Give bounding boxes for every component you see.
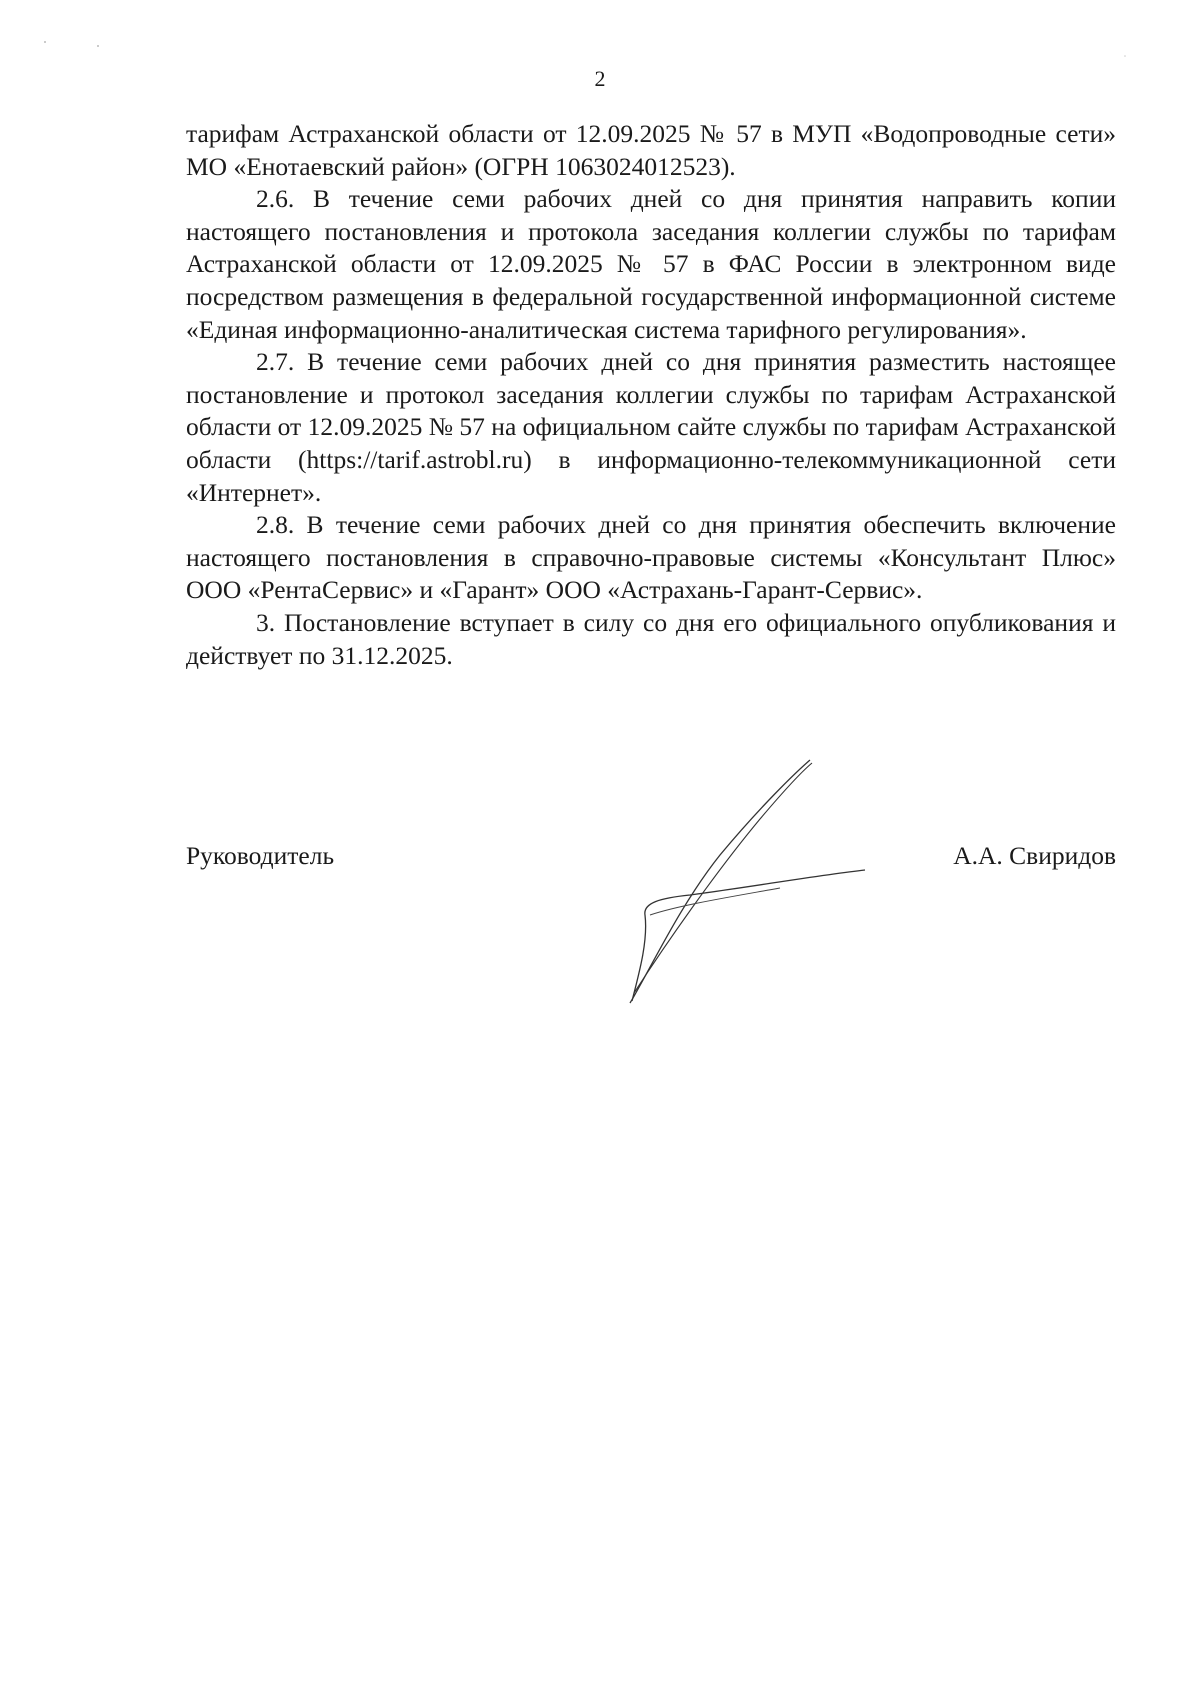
page-number: 2 (594, 66, 606, 91)
document-body (186, 118, 1116, 672)
signatory-title: Руководитель (186, 841, 335, 870)
paragraph-2-6: 2.6. В течение семи рабочих дней со дня принятия направить копии настоящего постановления и протокола заседания коллегии службы по тарифам Астраханской области от 12.09.2025 № 57 в ФАС России в электронном виде посредством размещения в федеральной государственной информационной системе «Единая информационно-аналитическая система тарифного регулирования». (186, 184, 1116, 344)
paragraph-continuation: тарифам Астраханской области от 12.09.2025 № 57 в МУП «Водопроводные сети» МО «Енотаевский район» (ОГРН 1063024012523). (186, 119, 1116, 181)
paragraph-3: 3. Постановление вступает в силу со дня его официального опубликования и действует по 31.12.2025. (186, 607, 1116, 670)
handwritten-signature (620, 755, 940, 1015)
paragraph-2-8: 2.8. В течение семи рабочих дней со дня принятия обеспечить включение настоящего постановления в справочно-правовые системы «Консультант Плюс» ООО «РентаСервис» и «Гарант» ООО «Астрахань-Гарант-Сервис». (186, 510, 1116, 605)
signatory-name: А.А. Свиридов (953, 841, 1116, 870)
paragraph-2-7: 2.7. В течение семи рабочих дней со дня принятия разместить настоящее постановление и протокол заседания коллегии службы по тарифам Астраханской области от 12.09.2025 № 57 на официальном сайте службы по тарифам Астраханской области (https://tarif.astrobl.ru) в информационно-телекоммуникационной сети «Интернет». (186, 347, 1116, 507)
